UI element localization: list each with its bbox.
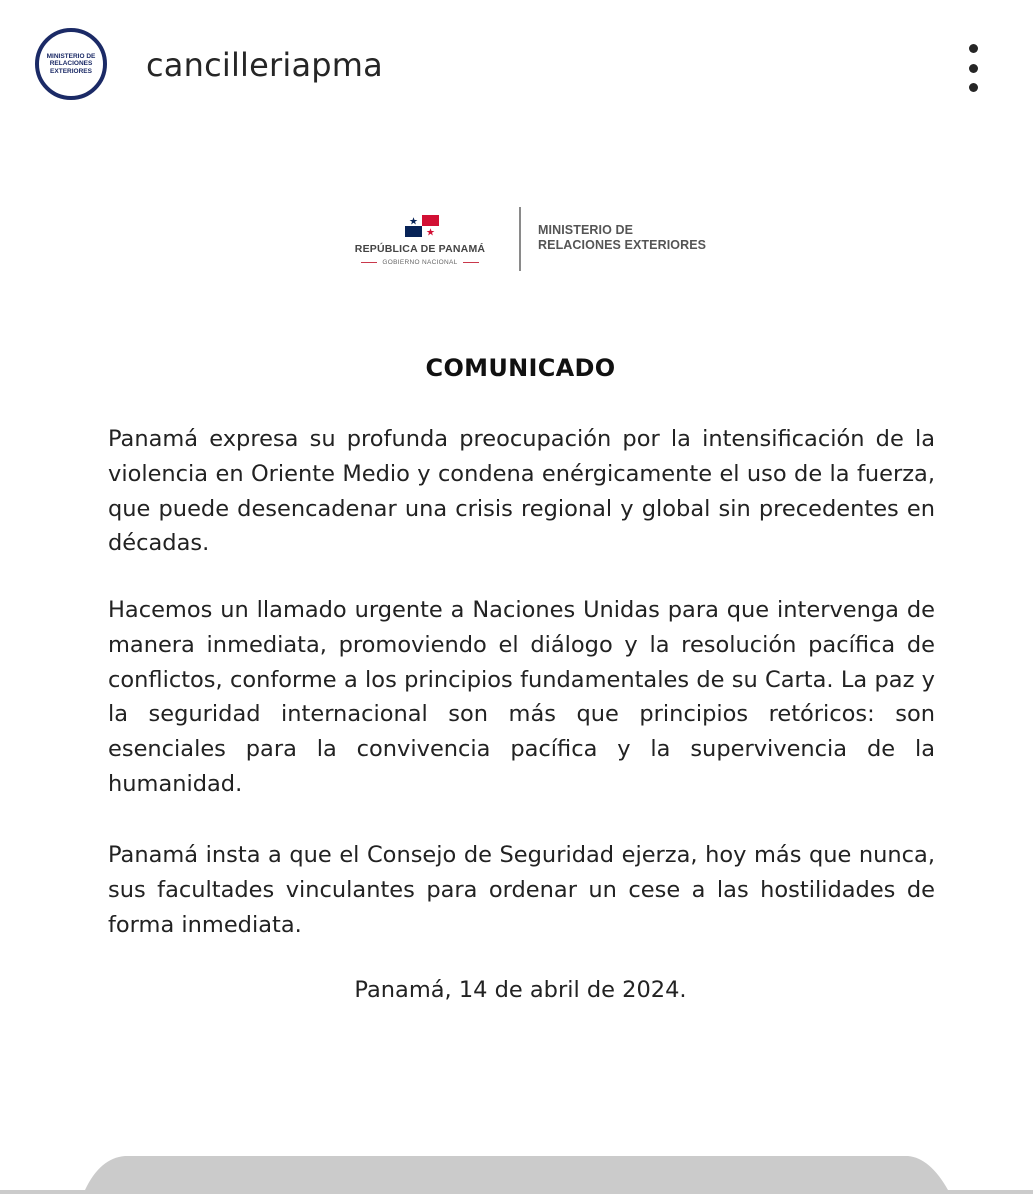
ministry-line-2: RELACIONES EXTERIORES <box>538 238 707 252</box>
country-name: REPÚBLICA DE PANAMÁ <box>354 243 486 255</box>
divider <box>463 262 479 264</box>
paragraph-2: Hacemos un llamado urgente a Naciones Unidas para que intervenga de manera inmediata, promoviendo el diálogo y la resolución pacífica de conflictos, conforme a los principios fundamentales de su Carta. La paz y la seguridad internacional son más que principios retóricos: son esenciales para la convivencia pacífica y la supervivencia de la humanidad. <box>108 597 935 797</box>
avatar[interactable] <box>35 28 107 100</box>
next-card-edge <box>0 1150 1033 1200</box>
more-vertical-icon <box>969 44 978 53</box>
post-header <box>0 0 1033 140</box>
more-vertical-icon <box>969 83 978 92</box>
post-image[interactable] <box>0 140 1033 1160</box>
logo-divider <box>519 207 521 271</box>
paragraph-1: Panamá expresa su profunda preocupación por la intensificación de la violencia en Oriente Medio y condena enérgicamente el uso de la fuerza, que puede desencadenar una crisis regional y global sin precedentes en décadas. <box>108 426 935 557</box>
panama-flag-icon <box>405 215 439 237</box>
divider <box>361 262 377 264</box>
government-subtitle <box>340 259 500 266</box>
government-logo <box>0 205 1033 285</box>
avatar-logo-text: MINISTERIO DE RELACIONES EXTERIORES <box>46 52 96 75</box>
ministry-line-1: MINISTERIO DE <box>538 223 634 237</box>
more-options-button[interactable] <box>958 44 988 92</box>
signature-date: Panamá, 14 de abril de 2024. <box>354 977 687 1003</box>
account-username[interactable]: cancilleriapma <box>146 46 383 84</box>
government-label: GOBIERNO NACIONAL <box>382 259 458 266</box>
card-shadow <box>0 1150 1033 1200</box>
paragraph-3: Panamá insta a que el Consejo de Seguridad ejerza, hoy más que nunca, sus facultades vinculantes para ordenar un cese a las hostilidades de forma inmediata. <box>108 842 935 938</box>
ministry-name <box>538 223 706 253</box>
document-title: COMUNICADO <box>425 354 616 382</box>
more-vertical-icon <box>969 64 978 73</box>
